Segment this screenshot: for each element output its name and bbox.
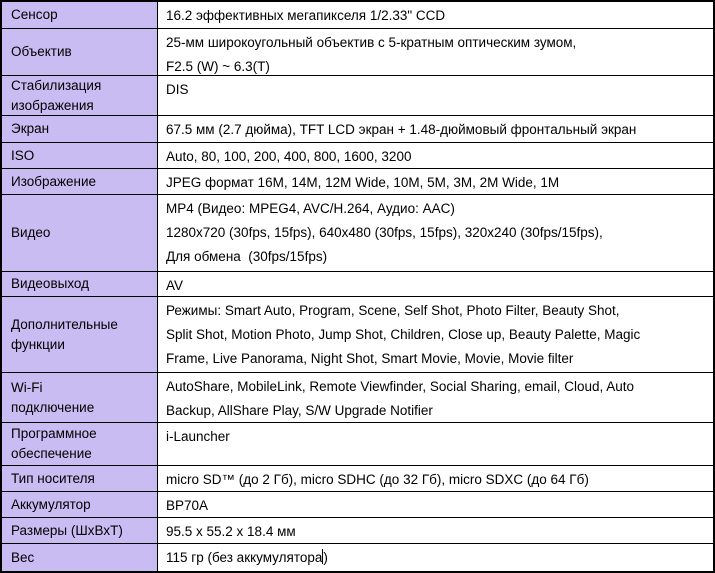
spec-value: Backup, AllShare Play, S/W Upgrade Notifier xyxy=(166,403,433,418)
spec-label-cell[interactable] xyxy=(2,76,158,115)
table-row-weight xyxy=(2,544,713,571)
spec-label: Экран xyxy=(11,121,50,136)
spec-value: MP4 (Видео: MPEG4, AVC/H.264, Аудио: AAC) xyxy=(166,201,455,216)
spec-label: Размеры (ШхВхТ) xyxy=(11,522,123,538)
spec-label: Объектив xyxy=(11,44,72,59)
spec-value-cell[interactable] xyxy=(158,297,713,372)
spec-label: Стабилизация xyxy=(11,77,102,93)
spec-value: Для обмена (30fps/15fps) xyxy=(166,249,328,264)
spec-value-cell[interactable] xyxy=(158,492,713,517)
spec-label-cell[interactable] xyxy=(2,2,158,28)
spec-value: 95.5 x 55.2 x 18.4 мм xyxy=(166,524,296,539)
spec-label-cell[interactable] xyxy=(2,297,158,372)
spec-value: 1280x720 (30fps, 15fps), 640x480 (30fps, 15fps), 320x240 (30fps/15fps), xyxy=(166,225,603,240)
spec-value-cell[interactable] xyxy=(158,423,713,465)
spec-label-cell[interactable] xyxy=(2,169,158,194)
spec-value: Режимы: Smart Auto, Program, Scene, Self Shot, Photo Filter, Beauty Shot, xyxy=(166,303,620,318)
spec-label-cell[interactable] xyxy=(2,143,158,168)
spec-value-cell[interactable] xyxy=(158,272,713,296)
spec-label-cell[interactable] xyxy=(2,373,158,422)
table-row-media-type xyxy=(2,466,713,492)
table-row-stabilization xyxy=(2,76,713,116)
spec-value-cell[interactable] xyxy=(158,195,713,271)
spec-value: AV xyxy=(166,278,184,293)
spec-value: BP70A xyxy=(166,498,209,513)
table-row-dimensions xyxy=(2,518,713,544)
spec-value: Auto, 80, 100, 200, 400, 800, 1600, 3200 xyxy=(166,149,412,164)
spec-value: i-Launcher xyxy=(166,429,230,444)
spec-label: ISO xyxy=(11,147,35,163)
spec-value: Frame, Live Panorama, Night Shot, Smart Movie, Movie, Movie filter xyxy=(166,351,574,366)
table-row-iso xyxy=(2,143,713,169)
table-row-extra-functions xyxy=(2,297,713,373)
spec-label: обеспечение xyxy=(11,446,92,461)
spec-label: изображения xyxy=(11,97,94,113)
spec-value: 16.2 эффективных мегапикселя 1/2.33" CCD xyxy=(166,8,446,23)
spec-label: Wi-Fi xyxy=(11,379,43,395)
spec-value-text: 115 гр (без аккумулятора xyxy=(166,550,323,565)
spec-value-cell[interactable] xyxy=(158,2,713,28)
table-row-sensor xyxy=(2,2,713,29)
spec-value xyxy=(166,546,709,570)
spec-label: функции xyxy=(11,336,65,352)
spec-label-cell[interactable] xyxy=(2,466,158,491)
spec-label: Видео xyxy=(11,225,51,240)
spec-value-cell[interactable] xyxy=(158,76,713,115)
spec-label: Видеовыход xyxy=(11,276,90,291)
spec-label-cell[interactable] xyxy=(2,544,158,571)
spec-value: JPEG формат 16M, 14M, 12M Wide, 10M, 5M, 3M, 2M Wide, 1M xyxy=(166,175,560,190)
spec-value: AutoShare, MobileLink, Remote Viewfinder, Social Sharing, email, Cloud, Auto xyxy=(166,379,635,394)
spec-label: Сенсор xyxy=(11,7,58,22)
spec-value-cell[interactable] xyxy=(158,169,713,194)
spec-value-cell[interactable] xyxy=(158,143,713,168)
table-row-video xyxy=(2,195,713,272)
spec-label-cell[interactable] xyxy=(2,492,158,517)
table-row-video-out xyxy=(2,272,713,297)
spec-label: Тип носителя xyxy=(11,470,95,486)
spec-label: Изображение xyxy=(11,173,97,189)
spec-label-cell[interactable] xyxy=(2,116,158,142)
spec-value-text: ) xyxy=(323,550,328,565)
spec-value-cell[interactable] xyxy=(158,116,713,142)
table-row-wifi xyxy=(2,373,713,423)
spec-label-cell[interactable] xyxy=(2,195,158,271)
table-row-battery xyxy=(2,492,713,518)
spec-label-cell[interactable] xyxy=(2,29,158,75)
spec-label: Дополнительные xyxy=(11,316,118,332)
spec-value: DIS xyxy=(166,82,189,97)
spec-value: Split Shot, Motion Photo, Jump Shot, Children, Close up, Beauty Palette, Magic xyxy=(166,327,641,342)
spec-value: micro SD™ (до 2 Гб), micro SDHC (до 32 Гб), micro SDXC (до 64 Гб) xyxy=(166,472,589,487)
spec-value-cell[interactable] xyxy=(158,466,713,491)
spec-value-cell[interactable] xyxy=(158,544,713,571)
table-row-display xyxy=(2,116,713,143)
table-row-software xyxy=(2,423,713,466)
spec-label-cell[interactable] xyxy=(2,518,158,543)
spec-label: Аккумулятор xyxy=(11,496,91,512)
spec-label: Программное xyxy=(11,426,97,441)
spec-value-cell[interactable] xyxy=(158,518,713,543)
spec-value-cell[interactable] xyxy=(158,373,713,422)
spec-label: подключение xyxy=(11,399,95,415)
spec-value: 25-мм широкоугольный объектив с 5-кратным оптическим зумом, xyxy=(166,35,577,50)
spec-value: 67.5 мм (2.7 дюйма), TFT LCD экран + 1.48-дюймовый фронтальный экран xyxy=(166,122,637,137)
spec-value-cell[interactable] xyxy=(158,29,713,75)
spec-label-cell[interactable] xyxy=(2,272,158,296)
spec-label-cell[interactable] xyxy=(2,423,158,465)
spec-value: F2.5 (W) ~ 6.3(T) xyxy=(166,59,270,74)
table-row-image xyxy=(2,169,713,195)
spec-label: Вес xyxy=(11,549,35,565)
table-row-lens xyxy=(2,29,713,76)
